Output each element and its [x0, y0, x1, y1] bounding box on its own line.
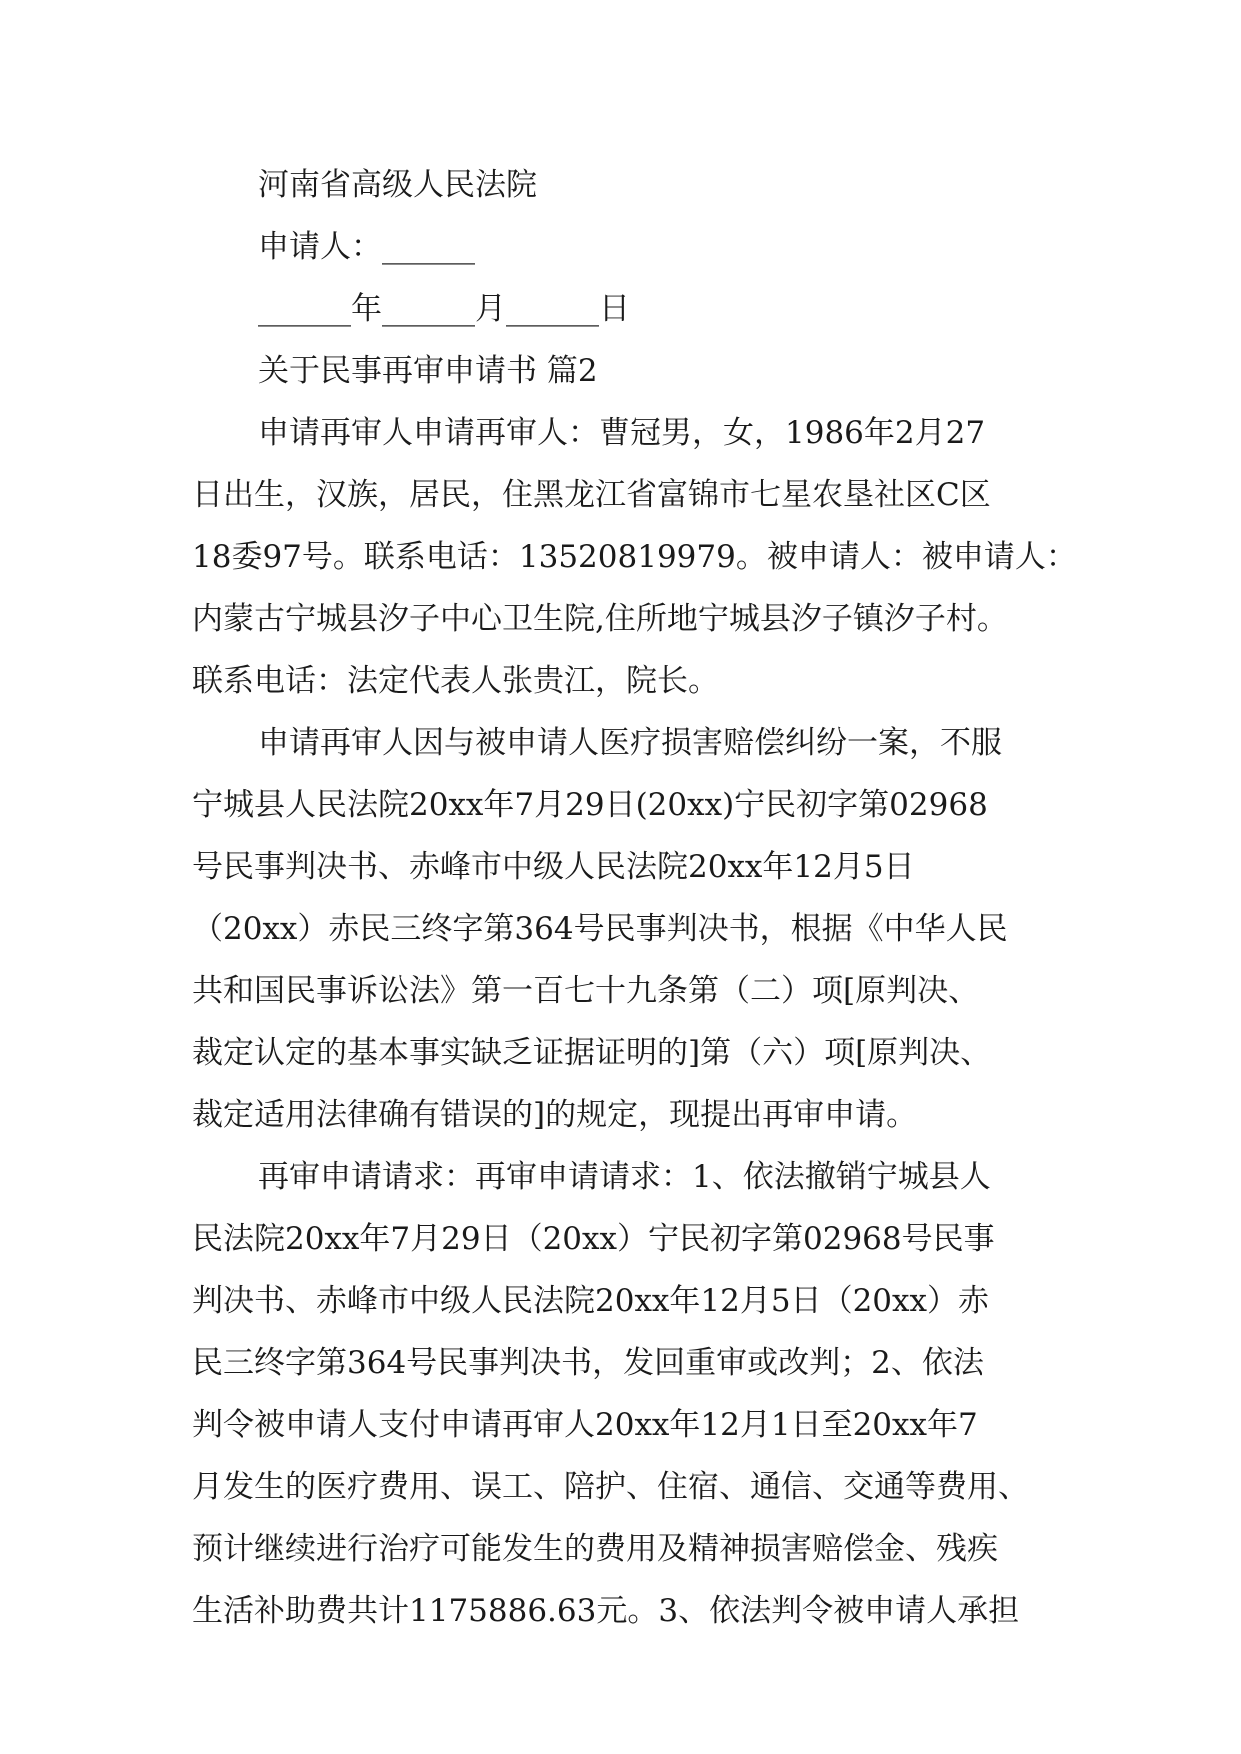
paragraph3-line: 再审申请请求：再审申请请求：1、依法撤销宁城县人 — [258, 1159, 991, 1195]
paragraph3-line: 预计继续进行治疗可能发生的费用及精神损害赔偿金、残疾 — [192, 1531, 998, 1567]
paragraph3-line: 民三终字第364号民事判决书，发回重审或改判；2、依法 — [192, 1345, 984, 1381]
paragraph3-line: 判令被申请人支付申请再审人20xx年12月1日至20xx年7 — [192, 1407, 978, 1443]
paragraph3-line: 民法院20xx年7月29日（20xx）宁民初字第02968号民事 — [192, 1221, 995, 1257]
paragraph2-line: 裁定适用法律确有错误的]的规定，现提出再审申请。 — [192, 1097, 918, 1133]
paragraph1-line: 联系电话：法定代表人张贵江，院长。 — [192, 663, 719, 699]
applicant-signature-line: 申请人：______ — [258, 229, 475, 265]
paragraph1-line: 日出生，汉族，居民，住黑龙江省富锦市七星农垦社区C区 — [192, 477, 991, 513]
paragraph3-line: 生活补助费共计1175886.63元。3、依法判令被申请人承担 — [192, 1593, 1020, 1629]
paragraph2-line: 申请再审人因与被申请人医疗损害赔偿纠纷一案，不服 — [258, 725, 1002, 761]
paragraph2-line: 宁城县人民法院20xx年7月29日(20xx)宁民初字第02968 — [192, 787, 988, 823]
paragraph3-line: 月发生的医疗费用、误工、陪护、住宿、通信、交通等费用、 — [192, 1469, 1029, 1505]
paragraph2-line: 号民事判决书、赤峰市中级人民法院20xx年12月5日 — [192, 849, 915, 885]
paragraph2-line: （20xx）赤民三终字第364号民事判决书，根据《中华人民 — [192, 911, 1008, 947]
paragraph3-line: 判决书、赤峰市中级人民法院20xx年12月5日（20xx）赤 — [192, 1283, 989, 1319]
date-line: ______年______月______日 — [258, 291, 630, 327]
paragraph2-line: 裁定认定的基本事实缺乏证据证明的]第（六）项[原判决、 — [192, 1035, 992, 1071]
court-name: 河南省高级人民法院 — [258, 167, 537, 203]
paragraph1-line: 内蒙古宁城县汐子中心卫生院,住所地宁城县汐子镇汐子村。 — [192, 601, 1008, 637]
section-heading: 关于民事再审申请书 篇2 — [258, 353, 598, 389]
paragraph1-line: 18委97号。联系电话：13520819979。被申请人：被申请人： — [192, 539, 1077, 575]
paragraph1-line: 申请再审人申请再审人：曹冠男，女，1986年2月27 — [258, 415, 986, 451]
paragraph2-line: 共和国民事诉讼法》第一百七十九条第（二）项[原判决、 — [192, 973, 980, 1009]
